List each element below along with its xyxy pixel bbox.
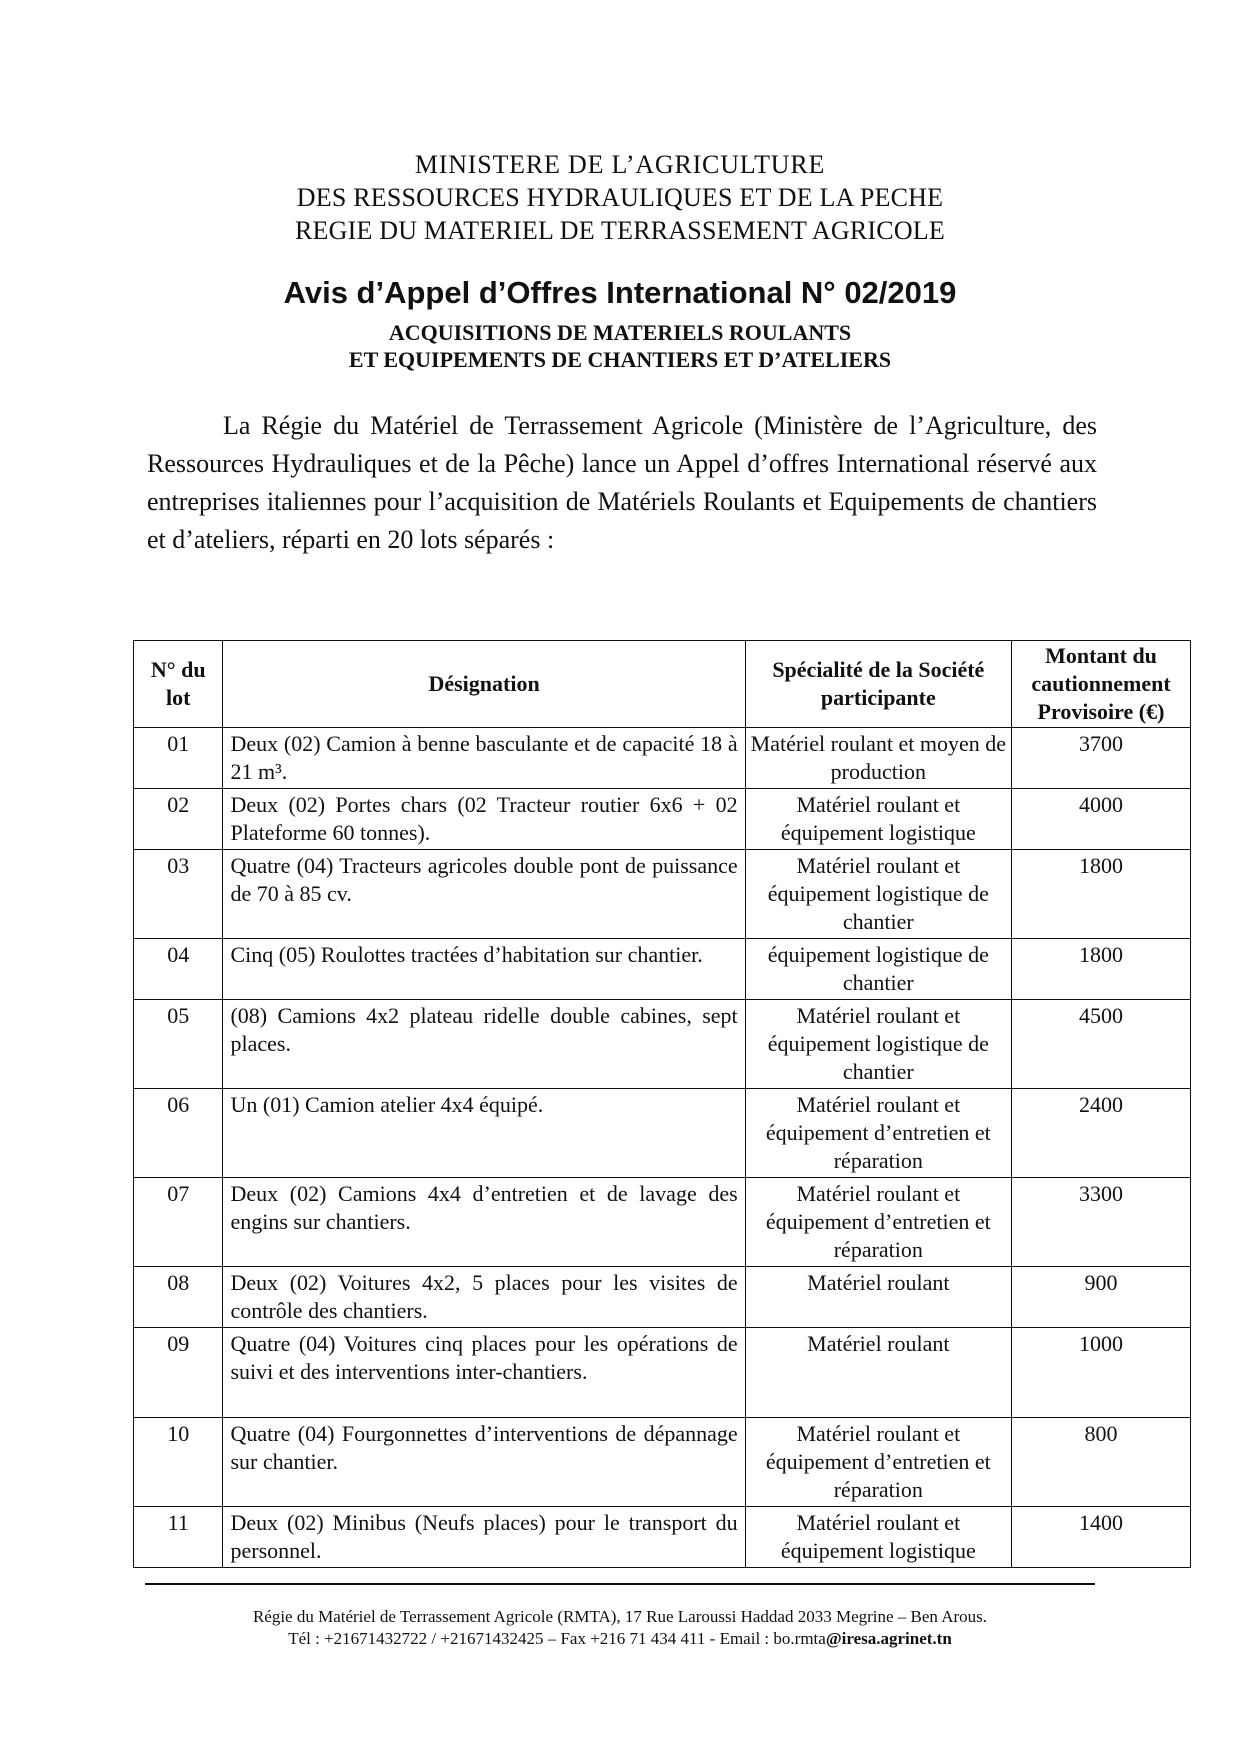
- lot-number-cell: 03: [134, 850, 223, 939]
- designation-cell: Deux (02) Camion à benne basculante et de capacité 18 à 21 m³.: [223, 728, 745, 789]
- header-resources-line: DES RESSOURCES HYDRAULIQUES ET DE LA PECHE: [296, 183, 944, 212]
- lots-table: [133, 640, 1191, 1568]
- lot-number-cell: 07: [134, 1178, 223, 1267]
- table-row: [134, 1000, 1191, 1089]
- table-row: [134, 1089, 1191, 1178]
- specialite-cell: Matériel roulant et équipement d’entretien et réparation: [745, 1178, 1011, 1267]
- notice-title: Avis d’Appel d’Offres International N° 02/2019: [283, 275, 957, 310]
- header-designation: Désignation: [223, 641, 745, 728]
- montant-cell: 3300: [1012, 1178, 1191, 1267]
- header-montant: Montant du cautionnement Provisoire (€): [1012, 641, 1191, 728]
- designation-cell: Un (01) Camion atelier 4x4 équipé.: [223, 1089, 745, 1178]
- specialite-cell: Matériel roulant et équipement logistique de chantier: [745, 850, 1011, 939]
- table-row: [134, 1328, 1191, 1418]
- lot-number-cell: 11: [134, 1507, 223, 1568]
- specialite-cell: Matériel roulant et équipement d’entretien et réparation: [745, 1418, 1011, 1507]
- table-row: [134, 728, 1191, 789]
- footer-divider: [145, 1583, 1095, 1585]
- montant-cell: 4000: [1012, 789, 1191, 850]
- designation-cell: (08) Camions 4x2 plateau ridelle double cabines, sept places.: [223, 1000, 745, 1089]
- table-row: [134, 939, 1191, 1000]
- lot-number-cell: 01: [134, 728, 223, 789]
- montant-cell: 3700: [1012, 728, 1191, 789]
- header-specialite: Spécialité de la Société participante: [745, 641, 1011, 728]
- designation-cell: Deux (02) Minibus (Neufs places) pour le transport du personnel.: [223, 1507, 745, 1568]
- designation-cell: Quatre (04) Tracteurs agricoles double pont de puissance de 70 à 85 cv.: [223, 850, 745, 939]
- specialite-cell: Matériel roulant: [745, 1267, 1011, 1328]
- specialite-cell: Matériel roulant et moyen de production: [745, 728, 1011, 789]
- table-row: [134, 1267, 1191, 1328]
- specialite-cell: équipement logistique de chantier: [745, 939, 1011, 1000]
- header-regie-line: REGIE DU MATERIEL DE TERRASSEMENT AGRICOLE: [295, 216, 945, 245]
- table-row: [134, 1178, 1191, 1267]
- intro-paragraph: La Régie du Matériel de Terrassement Agricole (Ministère de l’Agriculture, des Ressources Hydrauliques et de la Pêche) lance un Appel d’offres International réservé aux entreprises italiennes pour l’acquisition de Matériels Roulants et Equipements de chantiers et d’ateliers, réparti en 20 lots séparés :: [147, 411, 1097, 554]
- lot-number-cell: 06: [134, 1089, 223, 1178]
- designation-cell: Deux (02) Portes chars (02 Tracteur routier 6x6 + 02 Plateforme 60 tonnes).: [223, 789, 745, 850]
- footer-phone-fax-email: Tél : +21671432722 / +21671432425 – Fax +216 71 434 411 - Email : bo.rmta: [288, 1629, 826, 1648]
- specialite-cell: Matériel roulant et équipement d’entretien et réparation: [745, 1089, 1011, 1178]
- lot-number-cell: 02: [134, 789, 223, 850]
- montant-cell: 1400: [1012, 1507, 1191, 1568]
- subtitle-line-2: ET EQUIPEMENTS DE CHANTIERS ET D’ATELIERS: [348, 347, 892, 372]
- montant-cell: 1800: [1012, 939, 1191, 1000]
- table-header-row: [134, 641, 1191, 728]
- header-ministry-line: MINISTERE DE L’AGRICULTURE: [414, 150, 826, 179]
- designation-cell: Deux (02) Camions 4x4 d’entretien et de lavage des engins sur chantiers.: [223, 1178, 745, 1267]
- montant-cell: 1000: [1012, 1328, 1191, 1418]
- lots-table-body: [134, 728, 1191, 1568]
- specialite-cell: Matériel roulant et équipement logistique: [745, 1507, 1011, 1568]
- montant-cell: 2400: [1012, 1089, 1191, 1178]
- specialite-cell: Matériel roulant et équipement logistique de chantier: [745, 1000, 1011, 1089]
- designation-cell: Cinq (05) Roulottes tractées d’habitation sur chantier.: [223, 939, 745, 1000]
- lot-number-cell: 10: [134, 1418, 223, 1507]
- table-row: [134, 1507, 1191, 1568]
- table-row: [134, 789, 1191, 850]
- lot-number-cell: 05: [134, 1000, 223, 1089]
- montant-cell: 800: [1012, 1418, 1191, 1507]
- subtitle-line-1: ACQUISITIONS DE MATERIELS ROULANTS: [388, 320, 852, 345]
- table-row: [134, 850, 1191, 939]
- document-footer: [0, 1606, 1240, 1650]
- lot-number-cell: 08: [134, 1267, 223, 1328]
- specialite-cell: Matériel roulant: [745, 1328, 1011, 1418]
- montant-cell: 900: [1012, 1267, 1191, 1328]
- designation-cell: Quatre (04) Voitures cinq places pour les opérations de suivi et des interventions inter-chantiers.: [223, 1328, 745, 1418]
- montant-cell: 1800: [1012, 850, 1191, 939]
- lot-number-cell: 09: [134, 1328, 223, 1418]
- footer-address: Régie du Matériel de Terrassement Agricole (RMTA), 17 Rue Laroussi Haddad 2033 Megrine – Ben Arous.: [252, 1607, 988, 1626]
- lot-number-cell: 04: [134, 939, 223, 1000]
- document-header: [0, 148, 1240, 247]
- notice-subtitle: [0, 319, 1240, 373]
- footer-email-domain: @iresa.agrinet.tn: [825, 1629, 952, 1648]
- montant-cell: 4500: [1012, 1000, 1191, 1089]
- header-lot-number: N° du lot: [134, 641, 223, 728]
- designation-cell: Quatre (04) Fourgonnettes d’interventions de dépannage sur chantier.: [223, 1418, 745, 1507]
- designation-cell: Deux (02) Voitures 4x2, 5 places pour les visites de contrôle des chantiers.: [223, 1267, 745, 1328]
- specialite-cell: Matériel roulant et équipement logistique: [745, 789, 1011, 850]
- footer-contact: [0, 1628, 1240, 1650]
- table-row: [134, 1418, 1191, 1507]
